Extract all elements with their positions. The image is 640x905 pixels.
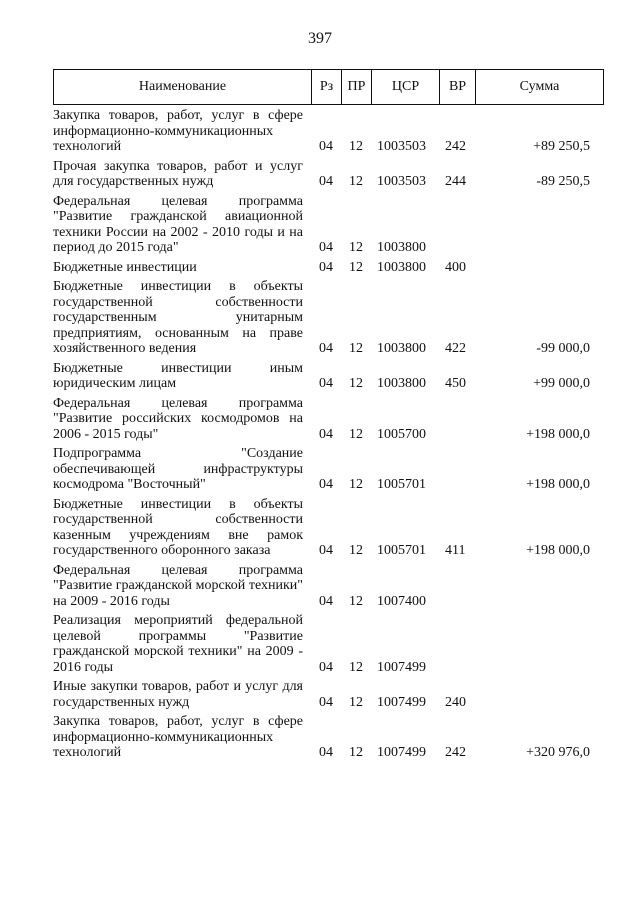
row-sum: +198 000,0: [526, 477, 590, 492]
row-name: Реализация мероприятий федеральной целевой программы "Развитие гражданской морской техники" на 2009 - 2016 годы: [53, 613, 303, 675]
row-vr: [439, 563, 475, 614]
table-row: [53, 563, 603, 614]
row-pr: 12: [349, 174, 363, 189]
table-row: [53, 679, 603, 714]
row-name: Закупка товаров, работ, услуг в сфере информационно-коммуникационных технологий: [53, 108, 303, 154]
header-name: Наименование: [54, 70, 312, 105]
row-vr: 450: [445, 376, 466, 391]
row-rz: 04: [319, 426, 333, 442]
row-rz: 04: [319, 694, 333, 710]
row-vr: 422: [445, 341, 466, 356]
row-name: Федеральная целевая программа "Развитие гражданской авиационной техники России на 2002 - 2010 годы и на период до 2015 года": [53, 193, 303, 255]
row-name: Подпрограмма "Создание обеспечивающей инфраструктуры космодрома "Восточный": [53, 446, 303, 492]
table-row: [53, 613, 603, 679]
row-pr: 12: [349, 376, 363, 391]
row-pr: 12: [349, 745, 363, 760]
table-row: [53, 714, 603, 765]
row-rz: 04: [319, 659, 333, 675]
row-sum: [475, 563, 603, 614]
row-rz: 04: [319, 174, 333, 189]
row-vr: [439, 396, 475, 447]
row-sum: [475, 260, 603, 280]
page-number: 397: [308, 30, 332, 47]
row-pr: 12: [349, 659, 363, 675]
row-vr: 411: [445, 543, 466, 558]
table-row: [53, 194, 603, 260]
row-sum: +198 000,0: [526, 543, 590, 558]
row-vr: [439, 613, 475, 679]
row-rz: 04: [319, 477, 333, 492]
row-vr: [439, 446, 475, 497]
row-csr: 1003800: [377, 376, 426, 391]
row-rz: 04: [319, 139, 333, 154]
table-row: [53, 361, 603, 396]
row-name: Закупка товаров, работ, услуг в сфере информационно-коммуникационных технологий: [53, 714, 303, 760]
row-pr: 12: [349, 694, 363, 710]
header-sum: Сумма: [476, 70, 604, 105]
row-rz: 04: [319, 259, 333, 275]
row-csr: 1003800: [377, 240, 426, 255]
row-sum: [475, 194, 603, 260]
table-row: [53, 108, 603, 159]
row-rz: 04: [319, 745, 333, 760]
row-vr: 400: [445, 259, 466, 275]
row-name: Иные закупки товаров, работ и услуг для государственных нужд: [53, 679, 303, 710]
table-row: [53, 159, 603, 194]
header-rz: Рз: [312, 70, 342, 105]
row-csr: 1003503: [377, 174, 426, 189]
header-pr: ПР: [342, 70, 372, 105]
row-csr: 1007499: [377, 694, 426, 710]
table-header: [53, 69, 604, 105]
row-vr: [439, 194, 475, 260]
row-rz: 04: [319, 543, 333, 558]
row-sum: [475, 679, 603, 714]
table-row: [53, 396, 603, 447]
row-rz: 04: [319, 593, 333, 609]
row-sum: [475, 613, 603, 679]
row-csr: 1007400: [377, 593, 426, 609]
row-sum: -89 250,5: [536, 174, 590, 189]
header-csr: ЦСР: [372, 70, 440, 105]
row-rz: 04: [319, 240, 333, 255]
row-sum: +198 000,0: [526, 426, 590, 442]
row-csr: 1003800: [377, 259, 426, 275]
row-sum: +89 250,5: [533, 139, 590, 154]
row-name: Прочая закупка товаров, работ и услуг для государственных нужд: [53, 158, 303, 189]
row-pr: 12: [349, 341, 363, 356]
row-pr: 12: [349, 593, 363, 609]
row-name: Бюджетные инвестиции в объекты государственной собственности государственным унитарным предприятиям, основанным на праве хозяйственного ведения: [53, 279, 303, 356]
row-vr: 244: [445, 174, 466, 189]
table-body: [53, 108, 603, 765]
row-csr: 1005700: [377, 426, 426, 442]
row-name: Бюджетные инвестиции в объекты государственной собственности казенным учреждениям вне рамок государственного оборонного заказа: [53, 496, 303, 558]
row-csr: 1005701: [377, 543, 426, 558]
budget-table: [53, 108, 603, 765]
row-name: Бюджетные инвестиции иным юридическим лицам: [53, 360, 303, 391]
table-row: [53, 446, 603, 497]
row-name: Федеральная целевая программа "Развитие российских космодромов на 2006 - 2015 годы": [53, 395, 303, 442]
row-pr: 12: [349, 426, 363, 442]
row-pr: 12: [349, 477, 363, 492]
row-pr: 12: [349, 240, 363, 255]
row-pr: 12: [349, 139, 363, 154]
row-csr: 1003800: [377, 341, 426, 356]
row-csr: 1005701: [377, 477, 426, 492]
header-vr: ВР: [440, 70, 476, 105]
row-rz: 04: [319, 376, 333, 391]
table-row: [53, 497, 603, 563]
row-rz: 04: [319, 341, 333, 356]
row-csr: 1007499: [377, 659, 426, 675]
table-row: [53, 260, 603, 280]
row-sum: -99 000,0: [536, 341, 590, 356]
row-name: Бюджетные инвестиции: [53, 259, 197, 275]
row-vr: 240: [445, 694, 466, 710]
row-pr: 12: [349, 543, 363, 558]
row-sum: +320 976,0: [526, 745, 590, 760]
row-vr: 242: [445, 139, 466, 154]
row-name: Федеральная целевая программа "Развитие гражданской морской техники" на 2009 - 2016 годы: [53, 562, 303, 609]
table-row: [53, 279, 603, 361]
row-csr: 1003503: [377, 139, 426, 154]
row-sum: +99 000,0: [533, 376, 590, 391]
row-vr: 242: [445, 745, 466, 760]
row-csr: 1007499: [377, 745, 426, 760]
row-pr: 12: [349, 259, 363, 275]
